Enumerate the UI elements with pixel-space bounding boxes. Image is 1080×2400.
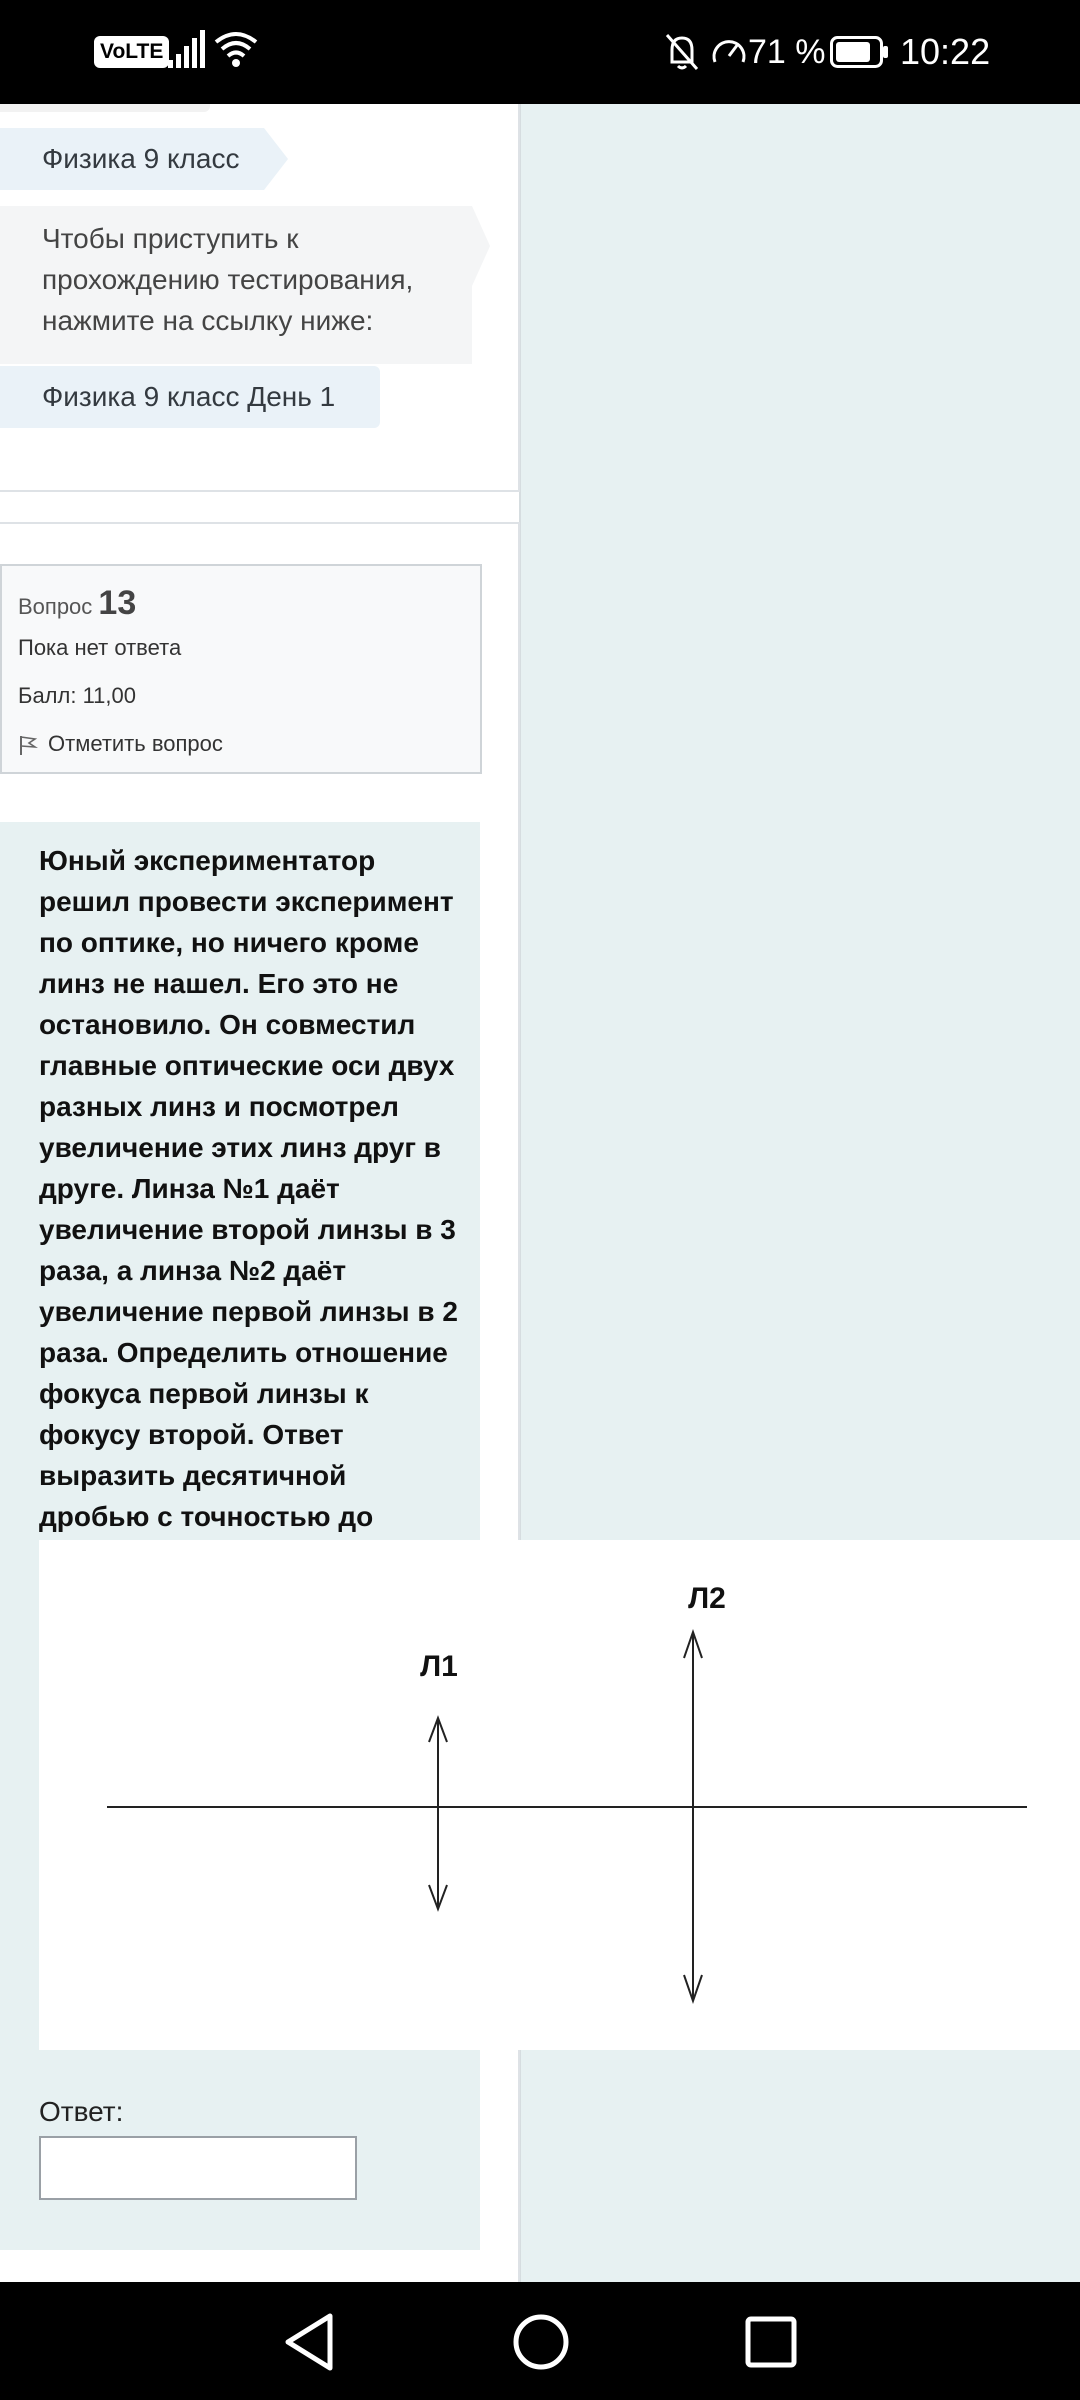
question-state: Пока нет ответа — [18, 635, 182, 660]
breadcrumb-description: Чтобы приступить к прохождению тестирования, нажмите на ссылку ниже: — [0, 206, 472, 364]
question-info — [0, 564, 482, 774]
status-bar — [0, 0, 1080, 104]
test-link[interactable]: Физика 9 класс День 1 — [0, 366, 380, 428]
breadcrumb-course[interactable]: Физика 9 класс — [0, 128, 264, 190]
top-tab-edge — [0, 104, 210, 112]
volte-badge: VoLTE — [94, 36, 169, 68]
question-number — [18, 578, 136, 632]
clock: 10:22 — [900, 31, 991, 72]
lens1-label: Л1 — [420, 1650, 458, 1683]
home-icon[interactable] — [512, 2312, 570, 2372]
question-grade: Балл: 11,00 — [18, 683, 136, 708]
navigation-bar — [0, 2282, 1080, 2400]
back-icon[interactable] — [282, 2312, 336, 2372]
question-label: Вопрос — [18, 594, 93, 619]
recents-icon[interactable] — [744, 2312, 798, 2372]
lens2-label: Л2 — [688, 1582, 726, 1615]
question-number-value: 13 — [98, 584, 137, 622]
signal-icon — [168, 30, 206, 70]
flag-icon — [18, 734, 38, 756]
lens-diagram — [39, 1540, 1080, 2050]
wifi-icon — [214, 30, 258, 70]
battery-percent: 71 % — [748, 33, 826, 71]
flag-question-link[interactable] — [18, 724, 223, 764]
battery-icon — [830, 36, 890, 68]
speed-icon — [710, 32, 748, 72]
bell-off-icon — [664, 32, 700, 72]
flag-question-label: Отметить вопрос — [48, 731, 223, 756]
answer-label: Ответ: — [39, 2096, 124, 2127]
answer-input[interactable] — [39, 2136, 357, 2200]
question-text: Юный экспериментатор решил провести эксперимент по оптике, но ничего кроме линз не нашел. Его это не остановило. Он совместил главные оптические оси двух разных линз и посмотрел увеличение этих линз друг в друге. Линза №1 даёт увеличение второй линзы в 3 раза, а линза №2 даёт увеличение первой линзы в 2 раза. Определить отношение фокуса первой линзы к фокусу второй. Ответ выразить десятичной дробью с точностью до тысячных. — [39, 845, 458, 1573]
